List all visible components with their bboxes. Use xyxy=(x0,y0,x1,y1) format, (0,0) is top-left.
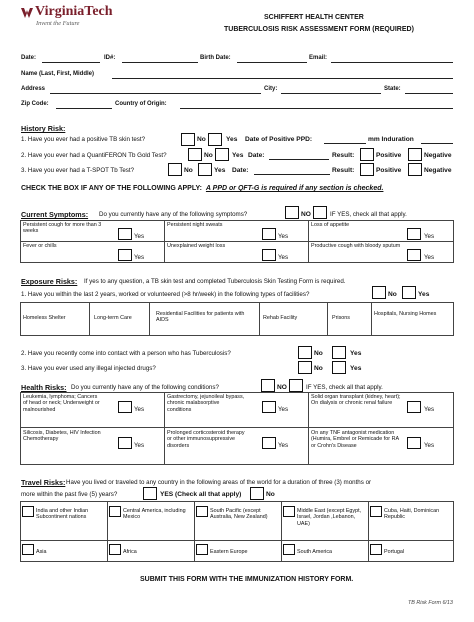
state-field[interactable] xyxy=(405,86,453,94)
health-checkbox[interactable] xyxy=(407,401,421,413)
symptom-yes-label: Yes xyxy=(134,254,145,261)
facility-hospitals-nursing[interactable]: Hospitals, Nursing Homes xyxy=(374,311,437,317)
history-q1-no-label: No xyxy=(197,136,206,143)
symptom-checkbox[interactable] xyxy=(407,249,421,261)
exposure-q2-no-checkbox[interactable] xyxy=(298,346,312,359)
health-yes-label: Yes xyxy=(134,406,145,413)
travel-line2: more within the past five (5) years? xyxy=(21,491,118,498)
history-q2-date-label: Date: xyxy=(248,152,265,159)
exposure-title: Exposure Risks: xyxy=(21,277,78,286)
health-checkbox[interactable] xyxy=(407,437,421,449)
history-q3-yes-checkbox[interactable] xyxy=(198,163,212,176)
history-q2-yes-checkbox[interactable] xyxy=(215,148,229,161)
instruction-line xyxy=(21,185,383,192)
travel-yes-checkbox[interactable] xyxy=(143,487,157,500)
zip-field[interactable] xyxy=(56,101,112,109)
vt-logo xyxy=(20,5,140,31)
history-q1-yes-checkbox[interactable] xyxy=(208,133,222,146)
health-if-yes: IF YES, check all that apply. xyxy=(306,384,383,391)
health-item: Gastrectomy, jejunoileal bypass, chronic malabsorptive conditions xyxy=(167,394,245,413)
facilities-col-divider xyxy=(149,302,150,336)
facility-prisons[interactable]: Prisons xyxy=(332,315,350,321)
health-item: On any TNF antagonist medication (Humira, Embrel or Remicade for RA or Crohn's Disease xyxy=(311,430,399,449)
history-q1-yes-label: Yes xyxy=(226,136,238,143)
health-item: Solid organ transplant (kidney, heart); On dialysis or chronic renal failure xyxy=(311,394,401,407)
health-yes-label: Yes xyxy=(424,442,435,449)
exposure-q1: 1. Have you within the last 2 years, worked or volunteered (>8 hr/week) in the following types of facilities? xyxy=(21,291,310,298)
exposure-q2-yes-label: Yes xyxy=(350,350,362,357)
exposure-intro: If yes to any question, a TB skin test and completed Tuberculosis Skin Testing Form is required. xyxy=(84,278,346,285)
id-label: ID#: xyxy=(104,55,116,61)
id-field[interactable] xyxy=(122,55,198,63)
form-header-org: SCHIFFERT HEALTH CENTER xyxy=(264,14,364,21)
travel-line1: Have you lived or traveled to any country in the following areas of the world for a duration of three (3) months or xyxy=(66,479,372,486)
zip-label: Zip Code: xyxy=(21,101,49,107)
travel-region: Africa xyxy=(123,549,137,555)
symptom-item: Unexplained weight loss xyxy=(167,243,226,249)
health-table-col-divider-1 xyxy=(164,392,165,465)
travel-region-checkbox[interactable] xyxy=(370,506,382,517)
travel-region-checkbox[interactable] xyxy=(196,506,208,517)
birth-date-label: Birth Date: xyxy=(200,55,231,61)
exposure-q2-yes-checkbox[interactable] xyxy=(332,346,346,359)
travel-no-checkbox[interactable] xyxy=(250,487,264,500)
instruction-main: CHECK THE BOX IF ANY OF THE FOLLOWING APPLY: xyxy=(21,185,202,192)
exposure-q2: 2. Have you recently come into contact with a person who has Tuberculosis? xyxy=(21,350,231,357)
country-field[interactable] xyxy=(180,101,453,109)
history-q2-negative-checkbox[interactable] xyxy=(408,148,422,161)
symptom-item: Fever or chills xyxy=(23,243,57,249)
health-title: Health Risks: xyxy=(21,383,67,392)
history-q3-result-label: Result: xyxy=(332,167,355,174)
symptoms-if-yes-text: IF YES, check all that apply. xyxy=(330,211,407,218)
travel-table-col-divider xyxy=(194,501,195,562)
history-q1-no-checkbox[interactable] xyxy=(181,133,195,146)
health-table-col-divider-2 xyxy=(308,392,309,465)
symptoms-table-col-divider-1 xyxy=(164,220,165,263)
symptom-checkbox[interactable] xyxy=(118,249,132,261)
exposure-q2-no-label: No xyxy=(314,350,323,357)
form-header-title: TUBERCULOSIS RISK ASSESSMENT FORM (REQUIRED) xyxy=(224,26,414,33)
symptom-checkbox[interactable] xyxy=(407,228,421,240)
submit-instruction: SUBMIT THIS FORM WITH THE IMMUNIZATION HISTORY FORM. xyxy=(140,576,354,583)
health-yes-label: Yes xyxy=(424,406,435,413)
history-q2-date-field[interactable] xyxy=(269,152,329,160)
history-q3-positive-checkbox[interactable] xyxy=(360,163,374,176)
travel-table-col-divider xyxy=(368,501,369,562)
health-yes-checkbox[interactable] xyxy=(289,379,303,392)
facility-rehab[interactable]: Rehab Facility xyxy=(263,315,298,321)
logo-tagline: Invent the Future xyxy=(36,20,80,27)
travel-region: Portugal xyxy=(384,549,405,555)
health-no-label: NO xyxy=(277,384,287,391)
history-q2-result-label: Result: xyxy=(332,152,355,159)
travel-region: Middle East (except Egypt, Israel, Jordan ,Lebanon, UAE) xyxy=(297,508,362,527)
facility-homeless-shelter[interactable]: Homeless Shelter xyxy=(23,315,66,321)
travel-region-checkbox[interactable] xyxy=(283,544,295,555)
history-q3-date-field[interactable] xyxy=(254,167,330,175)
history-q3-yes-label: Yes xyxy=(214,167,226,174)
symptom-item: Productive cough with bloody sputum xyxy=(311,243,401,249)
ppd-date-field[interactable] xyxy=(324,136,366,144)
health-yes-label: Yes xyxy=(278,442,289,449)
history-q3-no-checkbox[interactable] xyxy=(168,163,182,176)
travel-region: Cuba, Haiti, Dominican Republic xyxy=(384,508,440,521)
history-q2-positive-checkbox[interactable] xyxy=(360,148,374,161)
facilities-col-divider xyxy=(259,302,260,336)
history-q3-positive-label: Positive xyxy=(376,167,402,174)
symptoms-if-yes xyxy=(330,211,407,219)
symptom-item: Loss of appetite xyxy=(311,222,350,228)
date-field[interactable] xyxy=(42,55,100,63)
symptoms-title: Current Symptoms: xyxy=(21,210,89,219)
symptom-item: Persistent night sweats xyxy=(167,222,223,228)
history-q2: 2. Have you ever had a QuantiFERON Tb Gold Test? xyxy=(21,152,167,159)
facilities-col-divider xyxy=(327,302,328,336)
exposure-q1-no-checkbox[interactable] xyxy=(372,286,386,299)
ppd-date-label: Date of Positive PPD: xyxy=(245,136,313,143)
travel-region: India and other Indian Subcontinent nations xyxy=(36,508,89,521)
history-q3-date-label: Date: xyxy=(232,167,249,174)
travel-table-row-divider xyxy=(20,540,454,541)
date-label: Date: xyxy=(21,55,37,61)
symptoms-yes-checkbox[interactable] xyxy=(313,206,327,219)
travel-region: Eastern Europe xyxy=(210,549,248,555)
symptom-item: Persistent cough for more than 3 weeks xyxy=(23,222,102,235)
health-checkbox[interactable] xyxy=(262,401,276,413)
name-label: Name (Last, First, Middle) xyxy=(21,71,95,77)
symptoms-no-checkbox[interactable] xyxy=(285,206,299,219)
vt-logo-mark xyxy=(20,6,34,20)
symptom-yes-label: Yes xyxy=(424,233,435,240)
history-q3-no-label: No xyxy=(184,167,193,174)
state-label: State: xyxy=(384,86,401,92)
exposure-q3-no-checkbox[interactable] xyxy=(298,361,312,374)
travel-region-checkbox[interactable] xyxy=(22,506,34,517)
exposure-q3-yes-checkbox[interactable] xyxy=(332,361,346,374)
history-q2-negative-label: Negative xyxy=(424,152,452,159)
health-question: Do you currently have any of the following conditions? xyxy=(71,384,219,391)
health-checkbox[interactable] xyxy=(118,401,132,413)
symptom-checkbox[interactable] xyxy=(262,249,276,261)
health-no-checkbox[interactable] xyxy=(261,379,275,392)
facility-residential-aids[interactable]: Residential Facilities for patients with AIDS xyxy=(156,311,245,324)
health-table-row-divider xyxy=(20,427,454,428)
form-id: TB Risk Form 6/13 xyxy=(408,600,453,606)
travel-region-checkbox[interactable] xyxy=(109,544,121,555)
health-yes-label: Yes xyxy=(278,406,289,413)
travel-title: Travel Risks: xyxy=(21,478,66,487)
health-item: Leukemia, lymphoma; Cancers of head or neck; Underweight or malnourished xyxy=(23,394,100,413)
symptoms-table-row-divider xyxy=(20,241,454,242)
facility-long-term-care[interactable]: Long-term Care xyxy=(94,315,132,321)
birth-date-field[interactable] xyxy=(237,55,307,63)
induration-label: mm Induration xyxy=(368,136,414,143)
city-label: City: xyxy=(264,86,278,92)
symptoms-table-col-divider-2 xyxy=(308,220,309,263)
symptoms-question: Do you currently have any of the following symptoms? xyxy=(99,211,248,218)
history-q3-negative-label: Negative xyxy=(424,167,452,174)
email-label: Email: xyxy=(309,55,328,61)
logo-name: VirginiaTech xyxy=(35,4,113,19)
health-checkbox[interactable] xyxy=(118,437,132,449)
history-q2-no-checkbox[interactable] xyxy=(188,148,202,161)
name-field[interactable] xyxy=(112,71,453,79)
city-field[interactable] xyxy=(281,86,381,94)
travel-table-col-divider xyxy=(281,501,282,562)
health-item: Silicosis, Diabetes, HIV Infection Chemotherapy xyxy=(23,430,101,443)
symptom-yes-label: Yes xyxy=(278,254,289,261)
history-q3: 3. Have you ever had a T-SPOT Tb Test? xyxy=(21,167,135,174)
exposure-q3: 3. Have you ever used any illegal injected drugs? xyxy=(21,365,156,372)
travel-region: Asia xyxy=(36,549,47,555)
induration-field[interactable] xyxy=(421,136,453,144)
travel-region-checkbox[interactable] xyxy=(196,544,208,555)
history-q2-no-label: No xyxy=(204,152,213,159)
travel-region-checkbox[interactable] xyxy=(283,506,295,517)
symptoms-no-label: NO xyxy=(301,211,311,218)
travel-region: Central America, including Mexico xyxy=(123,508,186,521)
country-label: Country of Origin: xyxy=(115,101,167,107)
address-field[interactable] xyxy=(50,86,261,94)
travel-region-checkbox[interactable] xyxy=(22,544,34,555)
symptom-yes-label: Yes xyxy=(134,233,145,240)
exposure-q3-no-label: No xyxy=(314,365,323,372)
symptom-yes-label: Yes xyxy=(424,254,435,261)
symptom-yes-label: Yes xyxy=(278,233,289,240)
symptom-checkbox[interactable] xyxy=(262,228,276,240)
health-yes-label: Yes xyxy=(134,442,145,449)
facilities-col-divider xyxy=(371,302,372,336)
history-risk-title: History Risk: xyxy=(21,124,66,133)
symptom-checkbox[interactable] xyxy=(118,228,132,240)
history-q3-negative-checkbox[interactable] xyxy=(408,163,422,176)
health-item: Prolonged corticosteroid therapy or other immunosuppressive disorders xyxy=(167,430,245,449)
exposure-q1-yes-checkbox[interactable] xyxy=(402,286,416,299)
instruction-emphasis: A PPD or QFT-G is required if any section is checked. xyxy=(205,185,384,192)
health-checkbox[interactable] xyxy=(262,437,276,449)
travel-region-checkbox[interactable] xyxy=(109,506,121,517)
exposure-q1-no-label: No xyxy=(388,291,397,298)
facilities-col-divider xyxy=(89,302,90,336)
email-field[interactable] xyxy=(331,55,453,63)
history-q2-positive-label: Positive xyxy=(376,152,402,159)
travel-table-col-divider xyxy=(107,501,108,562)
travel-yes-label: YES (Check all that apply) xyxy=(160,491,242,498)
exposure-q3-yes-label: Yes xyxy=(350,365,362,372)
travel-region: South America xyxy=(297,549,333,555)
travel-region: South Pacific (except Australia, New Zealand) xyxy=(210,508,268,521)
exposure-q1-yes-label: Yes xyxy=(418,291,430,298)
history-q1: 1. Have you ever had a positive TB skin test? xyxy=(21,136,146,143)
travel-region-checkbox[interactable] xyxy=(370,544,382,555)
travel-no-label: No xyxy=(266,491,275,498)
address-label: Address xyxy=(21,86,46,92)
history-q2-yes-label: Yes xyxy=(232,152,244,159)
